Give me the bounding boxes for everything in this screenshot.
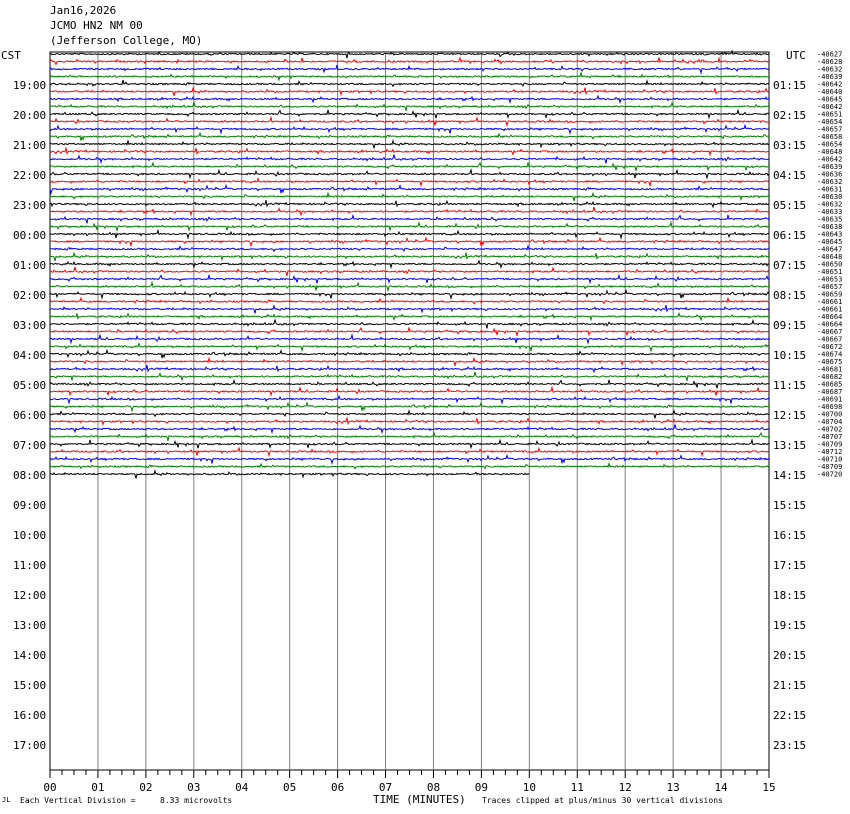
trace-line (50, 380, 769, 388)
trace-offset-label: -40627 (817, 50, 843, 59)
trace-line (50, 298, 769, 304)
trace-offset-label: -40664 (817, 313, 843, 321)
utc-hour-label: 09:15 (773, 319, 807, 332)
trace-line (50, 170, 769, 178)
trace-line (50, 261, 769, 267)
trace-offset-label: -40712 (817, 448, 843, 456)
cst-hour-label: 02:00 (13, 289, 47, 302)
x-tick-label: 01 (91, 781, 105, 794)
x-tick-label: 11 (570, 781, 584, 794)
cst-hour-label: 17:00 (13, 739, 47, 752)
trace-line (50, 305, 769, 313)
clip-note: Traces clipped at plus/minus 30 vertical divisions (482, 796, 723, 805)
cst-hour-label: 00:00 (13, 229, 47, 242)
trace-offset-label: -40645 (817, 95, 843, 104)
utc-hour-label: 01:15 (773, 79, 807, 92)
trace-line (50, 425, 769, 433)
trace-offset-label: -40628 (817, 58, 843, 66)
trace-line (50, 335, 769, 343)
trace-offset-label: -40643 (817, 230, 843, 239)
x-tick-label: 00 (43, 781, 57, 794)
trace-offset-label: -40661 (817, 298, 843, 306)
cst-hour-label: 19:00 (13, 79, 47, 92)
trace-line (50, 253, 769, 261)
trace-offset-label: -40640 (817, 88, 843, 96)
trace-offset-label: -40636 (817, 170, 843, 179)
trace-offset-label: -40645 (817, 238, 843, 246)
trace-line (50, 207, 769, 215)
trace-offset-label: -40642 (817, 155, 843, 164)
footer-mark: JL (2, 796, 11, 804)
x-tick-label: 03 (187, 781, 201, 794)
cst-hour-label: 16:00 (13, 709, 47, 722)
trace-offset-label: -40639 (817, 163, 843, 171)
utc-hour-label: 20:15 (773, 649, 807, 662)
trace-line (50, 344, 769, 351)
trace-line (50, 238, 769, 246)
trace-line (50, 358, 769, 366)
trace-offset-label: -40667 (817, 335, 843, 344)
trace-offset-label: -40664 (817, 320, 843, 329)
trace-offset-label: -40685 (817, 380, 843, 389)
trace-line (50, 433, 769, 441)
x-tick-label: 14 (714, 781, 728, 794)
x-tick-label: 04 (235, 781, 249, 794)
cst-hour-label: 04:00 (13, 349, 47, 362)
trace-line (50, 58, 769, 65)
time-axis-label: TIME (MINUTES) (373, 793, 466, 806)
trace-line (50, 185, 769, 193)
trace-line (50, 246, 769, 251)
utc-hour-label: 03:15 (773, 139, 807, 152)
trace-line (50, 96, 769, 102)
trace-line (50, 231, 769, 239)
trace-line (50, 440, 769, 448)
utc-hour-label: 18:15 (773, 589, 807, 602)
utc-hour-label: 04:15 (773, 169, 807, 182)
trace-line (50, 133, 769, 141)
trace-line (50, 313, 769, 320)
trace-line (50, 88, 769, 96)
utc-hour-label: 05:15 (773, 199, 807, 212)
trace-offset-label: -40661 (817, 305, 843, 314)
trace-line (50, 110, 769, 118)
utc-hour-label: 07:15 (773, 259, 807, 272)
trace-line (50, 455, 769, 463)
x-tick-label: 08 (426, 781, 441, 794)
utc-hour-label: 19:15 (773, 619, 807, 632)
trace-line (50, 102, 769, 111)
trace-offset-label: -40632 (817, 200, 843, 209)
cst-hour-label: 09:00 (13, 499, 47, 512)
trace-offset-label: -40709 (817, 440, 843, 449)
trace-line (50, 327, 769, 335)
x-tick-label: 15 (762, 781, 776, 794)
trace-offset-label: -40700 (817, 410, 843, 419)
trace-offset-label: -40650 (817, 260, 843, 269)
trace-line (50, 65, 769, 73)
cst-hour-label: 06:00 (13, 409, 47, 422)
trace-line (50, 320, 769, 329)
trace-line (50, 80, 769, 86)
trace-line (50, 193, 769, 201)
trace-offset-label: -40630 (817, 193, 843, 201)
cst-hour-label: 21:00 (13, 139, 47, 152)
trace-offset-label: -40642 (817, 80, 843, 89)
trace-line (50, 350, 769, 358)
x-tick-label: 13 (666, 781, 680, 794)
trace-offset-label: -40635 (817, 215, 843, 224)
trace-offset-label: -40720 (817, 470, 843, 479)
trace-line (50, 162, 769, 170)
trace-offset-label: -40651 (817, 268, 843, 276)
trace-line (50, 118, 769, 126)
trace-line (50, 267, 769, 276)
cst-hour-label: 10:00 (13, 529, 47, 542)
trace-offset-label: -40682 (817, 373, 843, 381)
trace-offset-label: -40642 (817, 103, 843, 111)
trace-offset-label: -40698 (817, 403, 843, 411)
trace-offset-label: -40638 (817, 223, 843, 231)
trace-offset-label: -40633 (817, 208, 843, 216)
trace-offset-label: -40710 (817, 455, 843, 464)
x-tick-label: 12 (618, 781, 632, 794)
division-label: Each Vertical Division = (20, 796, 136, 805)
cst-hour-label: 23:00 (13, 199, 47, 212)
trace-offset-label: -40658 (817, 133, 843, 141)
utc-hour-label: 16:15 (773, 529, 807, 542)
utc-hour-label: 21:15 (773, 679, 807, 692)
cst-hour-label: 07:00 (13, 439, 47, 452)
cst-hour-label: 12:00 (13, 589, 47, 602)
trace-offset-label: -40657 (817, 283, 843, 291)
trace-offset-label: -40653 (817, 275, 843, 284)
trace-line (50, 148, 769, 155)
trace-line (50, 72, 769, 80)
trace-offset-label: -40687 (817, 388, 843, 396)
trace-offset-label: -40667 (817, 328, 843, 336)
utc-hour-label: 11:15 (773, 379, 807, 392)
trace-offset-label: -40672 (817, 343, 843, 351)
trace-offset-label: -40631 (817, 185, 843, 194)
cst-hour-label: 05:00 (13, 379, 47, 392)
trace-offset-label: -40709 (817, 463, 843, 471)
cst-hour-label: 08:00 (13, 469, 47, 482)
utc-hour-label: 06:15 (773, 229, 807, 242)
utc-hour-label: 14:15 (773, 469, 807, 482)
trace-line (50, 215, 769, 224)
trace-line (50, 141, 769, 149)
trace-offset-label: -40632 (817, 178, 843, 186)
plot-date: Jan16,2026 (50, 4, 117, 17)
trace-offset-label: -40704 (817, 418, 843, 426)
trace-line (50, 365, 769, 372)
trace-offset-label: -40657 (817, 125, 843, 134)
trace-line (50, 396, 769, 403)
utc-hour-label: 23:15 (773, 739, 807, 752)
station-location: (Jefferson College, MO) (50, 34, 203, 47)
trace-offset-label: -40654 (817, 118, 843, 126)
x-tick-label: 07 (378, 781, 393, 794)
left-timezone-label: CST (1, 49, 21, 62)
trace-line (50, 448, 769, 456)
cst-hour-label: 03:00 (13, 319, 47, 332)
utc-hour-label: 12:15 (773, 409, 807, 422)
trace-offset-label: -40674 (817, 350, 843, 359)
utc-hour-label: 22:15 (773, 709, 807, 722)
trace-offset-label: -40659 (817, 290, 843, 299)
x-tick-label: 09 (474, 781, 489, 794)
x-tick-label: 02 (139, 781, 153, 794)
trace-line (50, 418, 769, 425)
trace-offset-label: -40632 (817, 65, 843, 74)
trace-offset-label: -40707 (817, 433, 843, 441)
trace-line (50, 283, 769, 291)
utc-hour-label: 08:15 (773, 289, 807, 302)
utc-hour-label: 10:15 (773, 349, 807, 362)
trace-line (50, 388, 769, 396)
trace-line (50, 403, 769, 411)
utc-hour-label: 02:15 (773, 109, 807, 122)
trace-offset-label: -40647 (817, 245, 843, 254)
trace-line (50, 463, 769, 468)
trace-offset-label: -40648 (817, 253, 843, 261)
trace-line (50, 155, 769, 164)
trace-line (50, 125, 769, 133)
right-timezone-label: UTC (786, 49, 806, 62)
trace-line (50, 411, 769, 419)
trace-offset-label: -40648 (817, 148, 843, 156)
x-tick-label: 10 (522, 781, 536, 794)
cst-hour-label: 15:00 (13, 679, 47, 692)
trace-offset-label: -40675 (817, 358, 843, 366)
trace-offset-label: -40691 (817, 395, 843, 404)
trace-line (50, 290, 769, 298)
cst-hour-label: 11:00 (13, 559, 47, 572)
utc-hour-label: 15:15 (773, 499, 807, 512)
trace-line (50, 372, 769, 381)
trace-offset-label: -40651 (817, 110, 843, 119)
trace-offset-label: -40639 (817, 73, 843, 81)
cst-hour-label: 01:00 (13, 259, 47, 272)
trace-offset-label: -40654 (817, 140, 843, 149)
utc-hour-label: 13:15 (773, 439, 807, 452)
x-tick-label: 05 (283, 781, 297, 794)
trace-offset-label: -40702 (817, 425, 843, 434)
cst-hour-label: 22:00 (13, 169, 47, 182)
trace-line (50, 179, 769, 186)
cst-hour-label: 13:00 (13, 619, 47, 632)
station-code: JCMO HN2 NM 00 (50, 19, 143, 32)
cst-hour-label: 14:00 (13, 649, 47, 662)
trace-offset-label: -40681 (817, 365, 843, 374)
trace-line (50, 275, 769, 283)
trace-line (50, 200, 769, 207)
division-value: 8.33 microvolts (160, 796, 233, 805)
x-tick-label: 06 (330, 781, 345, 794)
cst-hour-label: 20:00 (13, 109, 47, 122)
utc-hour-label: 17:15 (773, 559, 807, 572)
